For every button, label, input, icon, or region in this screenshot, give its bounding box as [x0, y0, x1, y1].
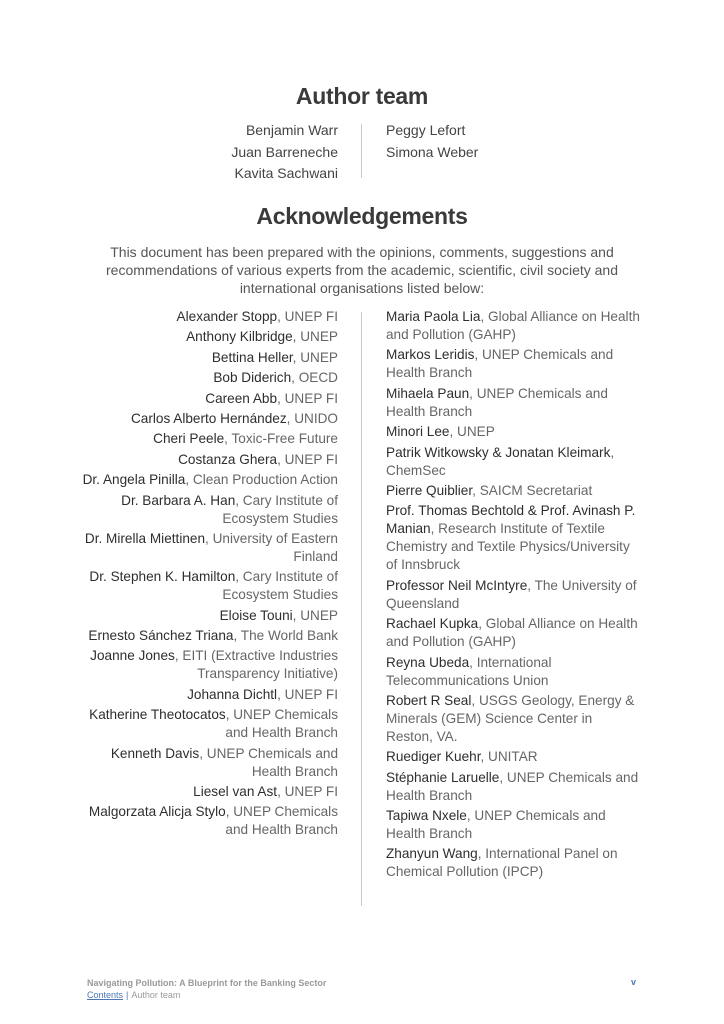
- ack-entry: [76, 803, 338, 839]
- ack-organisation: , Cary Institute of Ecosystem Studies: [222, 492, 338, 526]
- ack-entry: [76, 471, 338, 489]
- author-name: Benjamin Warr: [245, 122, 338, 138]
- ack-entry: [386, 692, 642, 746]
- ack-person-name: Cheri Peele: [153, 431, 225, 447]
- ack-organisation: , UNIDO: [286, 410, 338, 426]
- ack-organisation: , University of Eastern Finland: [205, 530, 338, 564]
- ack-person-name: Markos Leridis: [386, 347, 475, 363]
- ack-organisation: , UNEP Chemicals and Health Branch: [386, 385, 608, 419]
- ack-person-name: Reyna Ubeda: [386, 654, 470, 670]
- ack-entry: [386, 769, 642, 805]
- footer-section: Author team: [131, 990, 181, 1000]
- ack-person-name: Prof. Thomas Bechtold & Prof. Avinash P. Manian: [386, 503, 636, 537]
- ack-entry: [76, 706, 338, 742]
- ack-person-name: Johanna Dichtl: [187, 686, 278, 702]
- ack-entry: [386, 482, 642, 500]
- ack-person-name: Ruediger Kuehr: [386, 749, 481, 765]
- ack-person-name: Eloise Touni: [219, 607, 293, 623]
- ack-organisation: , UNEP: [292, 329, 338, 345]
- ack-entry: [76, 390, 338, 408]
- ack-entry: [386, 807, 642, 843]
- ack-person-name: Dr. Angela Pinilla: [82, 472, 186, 488]
- author-name: Simona Weber: [386, 143, 479, 160]
- ack-organisation: , UNEP Chemicals and Health Branch: [225, 707, 338, 741]
- ack-entry: [76, 328, 338, 346]
- ack-organisation: , Toxic-Free Future: [224, 431, 338, 447]
- ack-entry: [386, 502, 642, 574]
- ack-organisation: , UNEP: [292, 607, 338, 623]
- ack-list-right: [386, 308, 642, 884]
- ack-organisation: , OECD: [291, 370, 338, 386]
- author-list-left: [231, 120, 338, 185]
- ack-organisation: , UNEP Chemicals and Health Branch: [225, 804, 338, 838]
- ack-entry: [76, 627, 338, 645]
- ack-person-name: Professor Neil McIntyre: [386, 577, 528, 593]
- contents-link[interactable]: Contents: [87, 990, 124, 1000]
- ack-organisation: , UNEP Chemicals and Health Branch: [199, 745, 338, 779]
- ack-organisation: , UNEP FI: [277, 686, 338, 702]
- ack-person-name: Dr. Barbara A. Han: [121, 492, 236, 508]
- ack-entry: [76, 410, 338, 428]
- ack-person-name: Robert R Seal: [386, 692, 472, 708]
- ack-organisation: , UNEP FI: [277, 309, 338, 324]
- ack-person-name: Patrik Witkowsky & Jonatan Kleimark: [386, 444, 611, 460]
- ack-person-name: Minori Lee: [386, 424, 450, 440]
- ack-organisation: , UNEP FI: [277, 451, 338, 467]
- ack-organisation: , Clean Production Action: [185, 472, 338, 488]
- ack-divider: [361, 312, 362, 906]
- ack-person-name: Rachael Kupka: [386, 616, 479, 632]
- ack-entry: [76, 783, 338, 801]
- ack-person-name: Pierre Quiblier: [386, 482, 473, 498]
- ack-entry: [386, 615, 642, 651]
- ack-entry: [386, 308, 642, 344]
- ack-organisation: , International Panel on Chemical Pollution (IPCP): [386, 846, 618, 880]
- ack-list-left: [76, 308, 338, 842]
- ack-organisation: , UNEP Chemicals and Health Branch: [386, 808, 606, 842]
- ack-entry: [76, 451, 338, 469]
- ack-person-name: Careen Abb: [205, 390, 278, 406]
- ack-organisation: , UNITAR: [480, 749, 538, 765]
- ack-organisation: , UNEP Chemicals and Health Branch: [386, 347, 614, 381]
- author-team-heading: Author team: [295, 83, 429, 109]
- author-name: Juan Barreneche: [231, 143, 338, 160]
- ack-person-name: Carlos Alberto Hernández: [130, 410, 287, 426]
- ack-person-name: Tapiwa Nxele: [386, 808, 467, 824]
- ack-person-name: Stéphanie Laruelle: [386, 769, 500, 785]
- ack-entry: [386, 748, 642, 766]
- ack-organisation: , USGS Geology, Energy & Minerals (GEM) Science Center in Reston, VA.: [386, 692, 635, 744]
- ack-person-name: Dr. Mirella Miettinen: [84, 530, 206, 546]
- breadcrumb-separator: |: [126, 990, 129, 1000]
- ack-entry: [76, 568, 338, 604]
- ack-person-name: Mihaela Paun: [386, 385, 470, 401]
- ack-person-name: Alexander Stopp: [176, 309, 278, 324]
- footer-breadcrumb: [87, 989, 326, 1001]
- author-name: Kavita Sachwani: [234, 165, 338, 182]
- ack-organisation: , EITI (Extractive Industries Transparency Initiative): [174, 648, 338, 682]
- ack-entry: [76, 349, 338, 367]
- ack-entry: [386, 577, 642, 613]
- ack-entry: [76, 530, 338, 566]
- ack-entry: [76, 647, 338, 683]
- ack-person-name: Bob Diderich: [213, 370, 292, 386]
- ack-organisation: , SAICM Secretariat: [472, 482, 593, 498]
- ack-organisation: , The University of Queensland: [386, 577, 637, 611]
- ack-entry: [76, 308, 338, 326]
- ack-person-name: Costanza Ghera: [178, 451, 278, 467]
- ack-entry: [386, 444, 642, 480]
- author-divider: [361, 124, 362, 178]
- ack-person-name: Zhanyun Wang: [386, 846, 478, 862]
- ack-person-name: Kenneth Davis: [110, 745, 200, 761]
- ack-organisation: , Global Alliance on Health and Pollution (GAHP): [386, 616, 638, 650]
- ack-person-name: Liesel van Ast: [193, 784, 278, 800]
- ack-organisation: , UNEP FI: [277, 390, 338, 406]
- ack-organisation: , Research Institute of Textile Chemistry and Textile Physics/University of Innsbruck: [386, 521, 630, 573]
- ack-entry: [76, 369, 338, 387]
- author-name: Peggy Lefort: [386, 122, 466, 138]
- ack-organisation: , UNEP FI: [277, 784, 338, 800]
- page-number: v: [631, 977, 637, 987]
- ack-organisation: , ChemSec: [386, 444, 615, 478]
- acknowledgements-heading: Acknowledgements: [256, 203, 468, 229]
- ack-organisation: , Cary Institute of Ecosystem Studies: [222, 569, 338, 603]
- ack-organisation: , The World Bank: [233, 628, 338, 644]
- ack-person-name: Anthony Kilbridge: [186, 329, 293, 345]
- ack-entry: [76, 686, 338, 704]
- ack-person-name: Maria Paola Lia: [386, 309, 481, 324]
- ack-organisation: , UNEP Chemicals and Health Branch: [386, 769, 639, 803]
- ack-organisation: , UNEP: [292, 349, 338, 365]
- ack-entry: [386, 346, 642, 382]
- ack-entry: [76, 745, 338, 781]
- ack-person-name: Bettina Heller: [211, 349, 293, 365]
- ack-person-name: Ernesto Sánchez Triana: [88, 628, 234, 644]
- ack-entry: [386, 654, 642, 690]
- ack-entry: [76, 430, 338, 448]
- ack-entry: [386, 845, 642, 881]
- ack-organisation: , Global Alliance on Health and Pollution (GAHP): [386, 309, 640, 342]
- ack-entry: [76, 607, 338, 625]
- ack-person-name: Malgorzata Alicja Stylo: [88, 804, 226, 820]
- ack-organisation: , International Telecommunications Union: [386, 654, 552, 688]
- acknowledgements-intro: This document has been prepared with the opinions, comments, suggestions and recommendations of various experts from the academic, scientific, civil society and international organisations listed below:: [106, 244, 618, 296]
- author-list-right: [386, 120, 478, 163]
- ack-entry: [76, 492, 338, 528]
- ack-entry: [386, 423, 642, 441]
- ack-organisation: , UNEP: [449, 424, 495, 440]
- ack-person-name: Dr. Stephen K. Hamilton: [89, 569, 236, 585]
- footer-doc-title: Navigating Pollution: A Blueprint for the Banking Sector: [87, 978, 327, 988]
- ack-person-name: Katherine Theotocatos: [89, 707, 226, 723]
- ack-entry: [386, 385, 642, 421]
- page-footer: [87, 977, 326, 1001]
- ack-person-name: Joanne Jones: [90, 648, 175, 664]
